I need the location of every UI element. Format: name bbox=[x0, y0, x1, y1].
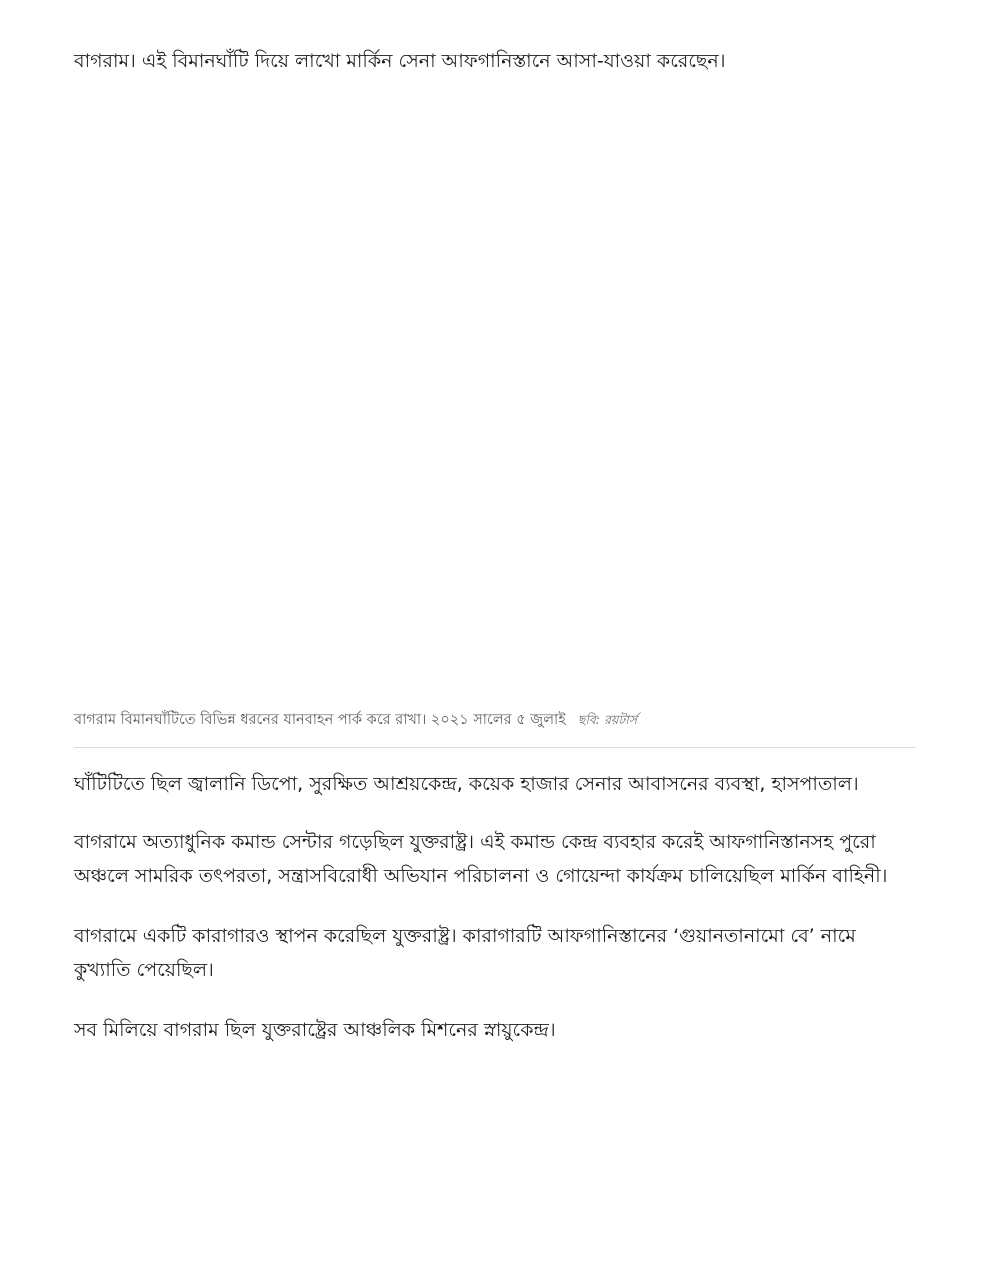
article-body bbox=[74, 0, 916, 1280]
photo-caption-text: বাগরাম বিমানঘাঁটিতে বিভিন্ন ধরনের যানবাহন পার্ক করে রাখা। ২০২১ সালের ৫ জুলাই bbox=[74, 712, 566, 728]
photo-caption bbox=[74, 708, 916, 732]
paragraph-facilities: ঘাঁটিটিতে ছিল জ্বালানি ডিপো, সুরক্ষিত আশ্রয়কেন্দ্র, কয়েক হাজার সেনার আবাসনের ব্যবস্থা, হাসপাতাল। bbox=[74, 773, 859, 795]
lead-paragraph: বাগরাম। এই বিমানঘাঁটি দিয়ে লাখো মার্কিন সেনা আফগানিস্তানে আসা-যাওয়া করেছেন। bbox=[74, 50, 726, 72]
photo-credit: ছবি: রয়টার্স bbox=[577, 712, 638, 727]
paragraph-prison: বাগরামে একটি কারাগারও স্থাপন করেছিল যুক্তরাষ্ট্র। কারাগারটি আফগানিস্তানের ‘গুয়ানতানামো বে’ নামে কুখ্যাতি পেয়েছিল। bbox=[74, 925, 856, 981]
paragraph-summary: সব মিলিয়ে বাগরাম ছিল যুক্তরাষ্ট্রের আঞ্চলিক মিশনের স্নায়ুকেন্দ্র। bbox=[74, 1019, 556, 1041]
article-photo bbox=[74, 96, 916, 686]
paragraph-command-center: বাগরামে অত্যাধুনিক কমান্ড সেন্টার গড়েছিল যুক্তরাষ্ট্র। এই কমান্ড কেন্দ্র ব্যবহার করেই আফগানিস্তানসহ পুরো অঞ্চলে সামরিক তৎপরতা, সন্ত্রাসবিরোধী অভিযান পরিচালনা ও গোয়েন্দা কার্যক্রম চালিয়েছিল মার্কিন বাহিনী। bbox=[74, 831, 888, 887]
caption-divider bbox=[74, 747, 916, 748]
